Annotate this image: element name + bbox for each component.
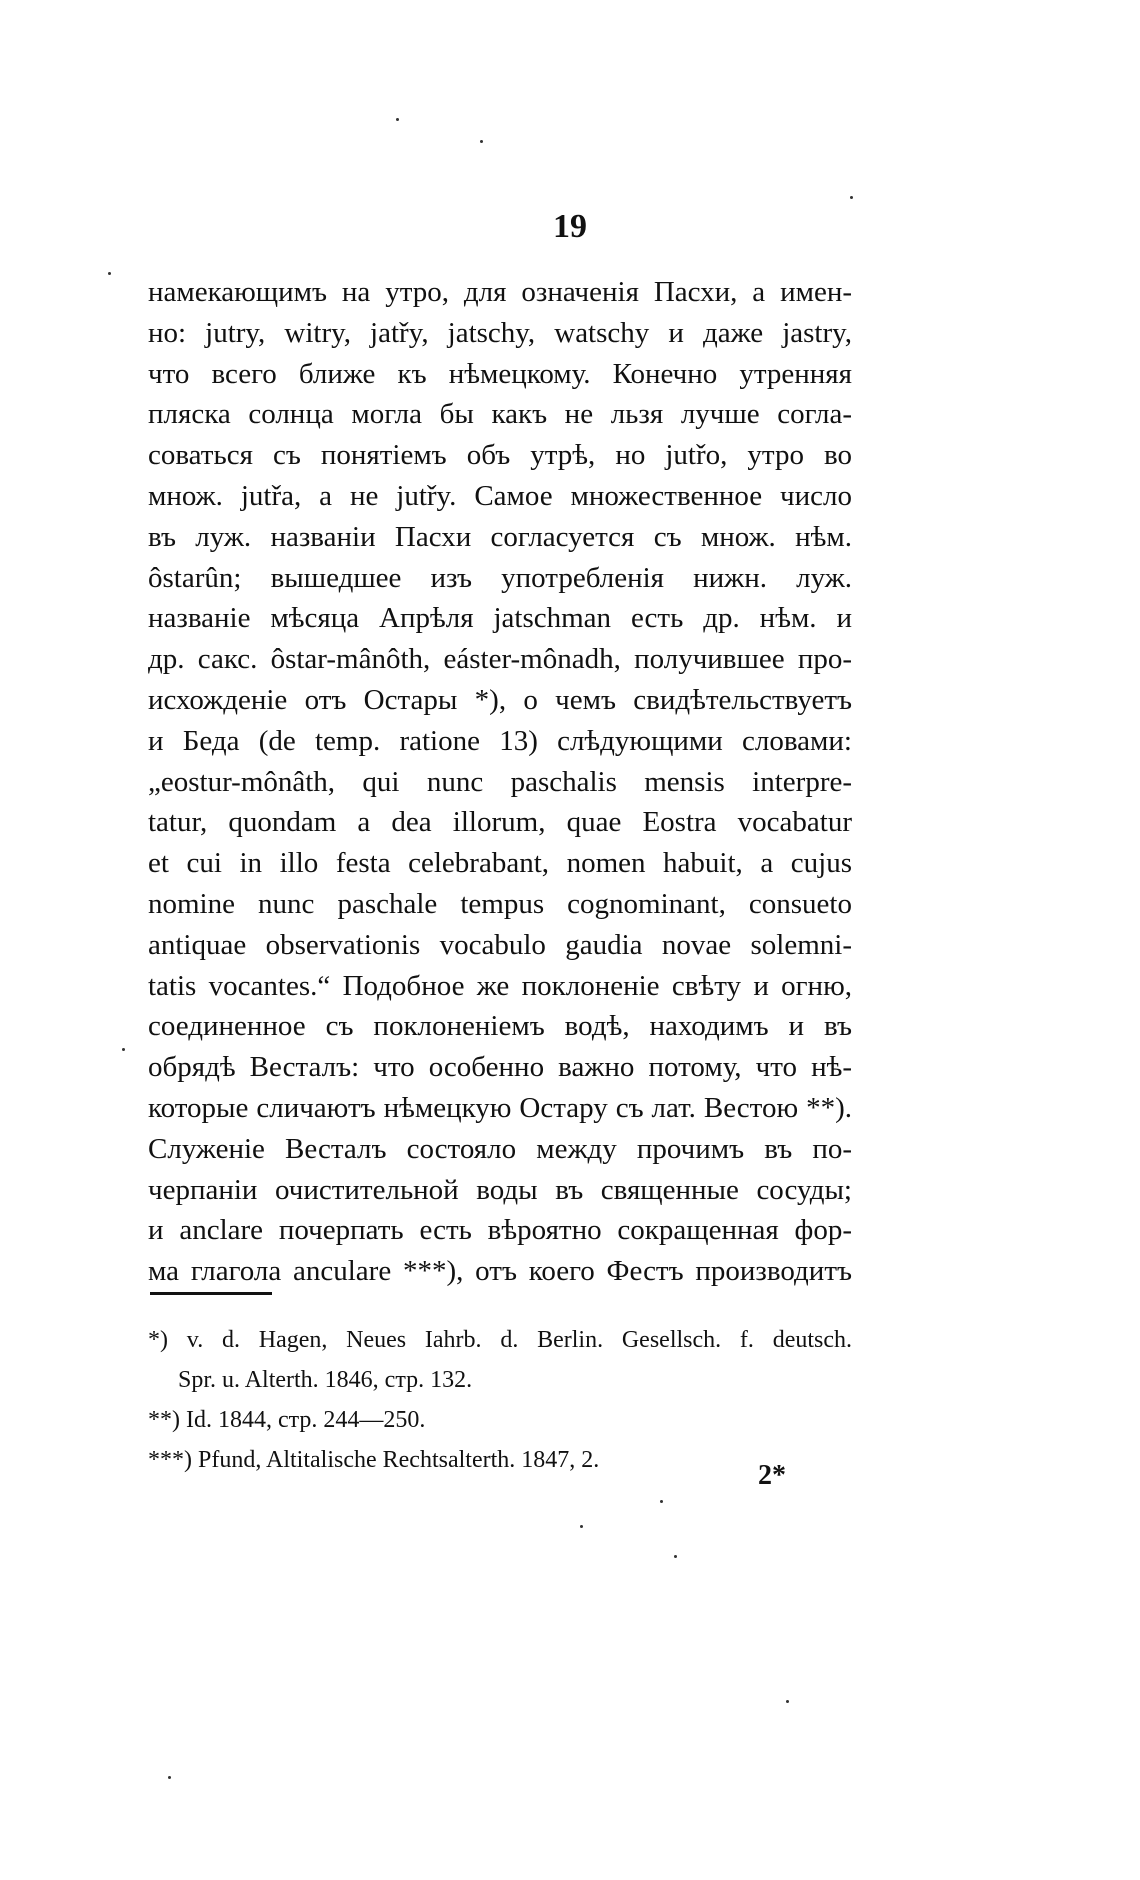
text-line: tatur, quondam a dea illorum, quae Eostra vocabatur [148,806,852,839]
text-line: соединенное съ поклоненіемъ водѣ, находимъ и въ [148,1010,852,1043]
footnote-line: ***) Pfund, Altitalische Rechtsalterth. 1847, 2. [148,1447,600,1473]
scan-speck [660,1500,663,1503]
text-line: „eostur-mônâth, qui nunc paschalis mensis interpre- [148,765,852,798]
text-line: et cui in illo festa celebrabant, nomen habuit, a cujus [148,847,852,880]
scan-speck [396,118,399,121]
scan-speck [108,272,111,275]
text-line: Служеніе Весталъ состояло между прочимъ въ по- [148,1132,852,1165]
footnotes [148,1320,852,1480]
text-line: пляска солнца могла бы какъ не льзя лучше согла- [148,398,852,431]
scan-speck [580,1525,583,1528]
text-line: ôstarûn; вышедшее изъ употребленія нижн. луж. [148,561,852,594]
text-line: и anclare почерпать есть вѣроятно сокращенная фор- [148,1214,852,1247]
text-line: ма глагола anculare ***), отъ коего Фестъ производитъ [148,1255,852,1288]
text-line: исхожденіе отъ Остары *), о чемъ свидѣтельствуетъ [148,683,852,716]
text-line: tatis vocantes.“ Подобное же поклоненіе свѣту и огню, [148,969,852,1002]
footnote-line: *) v. d. Hagen, Neues Iahrb. d. Berlin. Gesellsch. f. deutsch. [148,1327,852,1353]
scan-speck [122,1048,125,1051]
scan-speck [850,196,853,199]
scan-speck [168,1776,171,1779]
text-line: черпаніи очистительной воды въ священные сосуды; [148,1173,852,1206]
text-line: др. сакс. ôstar-mânôth, eáster-mônadh, получившее про- [148,643,852,676]
scan-speck [786,1700,789,1703]
text-line: множ. jutřa, а не jutřy. Самое множественное число [148,479,852,512]
text-line: соваться съ понятіемъ объ утрѣ, но jutřo, утро во [148,439,852,472]
text-line: но: jutry, witry, jatřy, jatschy, watschy и даже jastry, [148,316,852,349]
text-line: что всего ближе къ нѣмецкому. Конечно утренняя [148,357,852,390]
text-line: nomine nunc paschale tempus cognominant, consueto [148,887,852,920]
footnote-rule [150,1292,272,1295]
text-line: названіе мѣсяца Апрѣля jatschman есть др. нѣм. и [148,602,852,635]
scan-speck [480,140,483,143]
text-line: и Беда (de temp. ratione 13) слѣдующими словами: [148,724,852,757]
text-line: въ луж. названіи Пасхи согласуется съ множ. нѣм. [148,520,852,553]
footnote-line: **) Id. 1844, стр. 244—250. [148,1407,426,1433]
text-line: намекающимъ на утро, для означенія Пасхи, а имен- [148,276,852,308]
text-line: antiquae observationis vocabulo gaudia novae solemni- [148,928,852,961]
body-text [148,272,852,1292]
scan-speck [674,1555,677,1558]
text-line: обрядѣ Весталъ: что особенно важно потому, что нѣ- [148,1051,852,1084]
text-line: которые сличаютъ нѣмецкую Остару съ лат. Вестою **). [148,1091,852,1124]
page-number: 19 [553,208,587,245]
footnote-line: Spr. u. Alterth. 1846, стр. 132. [178,1367,473,1393]
signature-mark: 2* [758,1460,786,1491]
